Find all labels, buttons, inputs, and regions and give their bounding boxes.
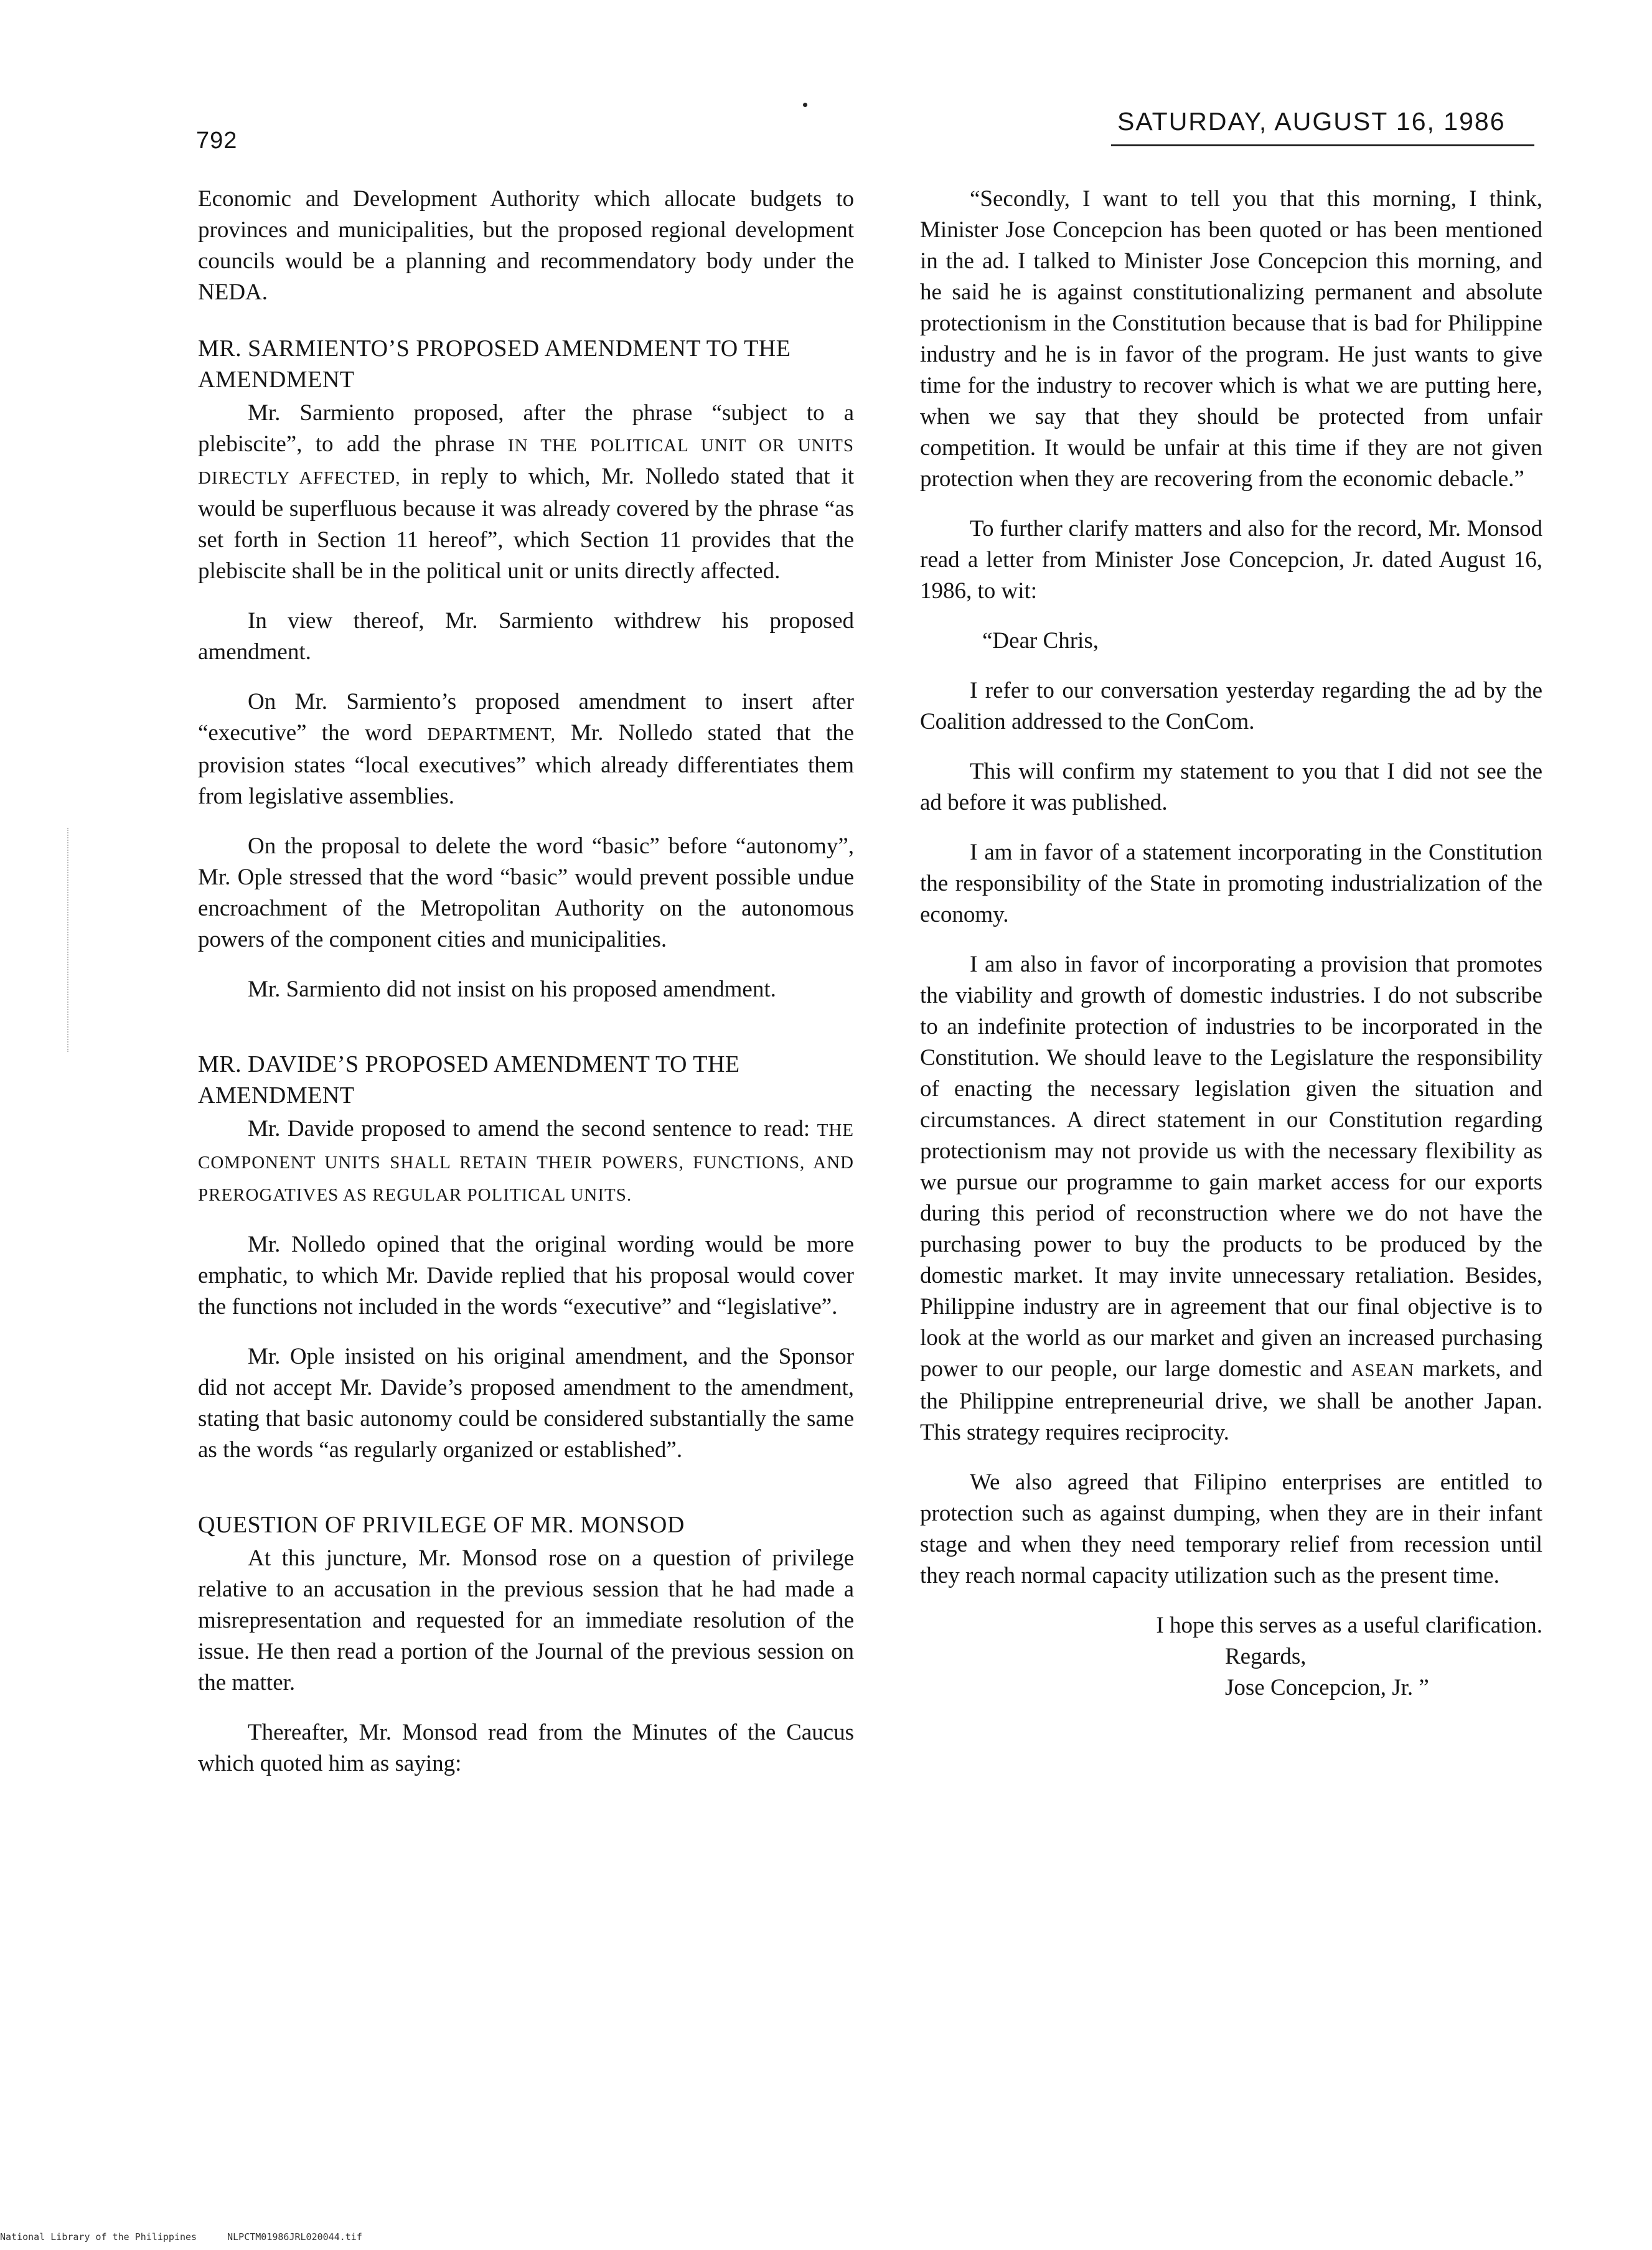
left-column — [198, 184, 854, 1798]
paragraph: In view thereof, Mr. Sarmiento withdrew his proposed amendment. — [198, 608, 854, 665]
letter-regards: Regards, — [1225, 1644, 1307, 1669]
footer-file: NLPCTM01986JRL020044.tif — [227, 2231, 362, 2243]
footer-library: National Library of the Philippines — [0, 2231, 197, 2243]
letter-paragraph: We also agreed that Filipino enterprises are entitled to protection such as against dumping, when they are in their infant stage and when they need temporary relief from recession until they reach normal capacity utilization such as the present time. — [920, 1470, 1542, 1588]
header-rule — [1111, 144, 1534, 146]
paragraph: At this juncture, Mr. Monsod rose on a question of privilege relative to an accusation in the previous session that he had made a misrepresentation and requested for an immediate resolution of the issue. He then read a portion of the Journal of the previous session on the matter. — [198, 1545, 854, 1695]
paragraph: Mr. Davide proposed to amend the second sentence to read: THE COMPONENT UNITS SHALL RETAIN THEIR POWERS, FUNCTIONS, AND PREROGATIVES AS REGULAR POLITICAL UNITS. — [198, 1116, 854, 1205]
letter-closing: I hope this serves as a useful clarification. — [1156, 1613, 1542, 1638]
letter-paragraph: I am in favor of a statement incorporating in the Constitution the responsibility of the State in promoting industrialization of the economy. — [920, 840, 1542, 927]
letter-paragraph: This will confirm my statement to you that I did not see the ad before it was published. — [920, 759, 1542, 815]
paragraph: On Mr. Sarmiento’s proposed amendment to insert after “executive” the word DEPARTMENT, Mr. Nolledo stated that the provision states “local executives” which already differentiates them from legislative assemblies. — [198, 689, 855, 809]
letter-signature: Jose Concepcion, Jr. ” — [1225, 1675, 1429, 1700]
right-column — [920, 184, 1542, 1704]
scan-footer — [0, 2231, 387, 2243]
quoted-minutes: “Secondly, I want to tell you that this morning, I think, Minister Jose Concepcion has been quoted or has been mentioned in the ad. I talked to Minister Jose Concepcion this morning, and he said he is against constitutionalizing permanent and absolute protectionism in the Constitution because that is bad for Philippine industry and he is in favor of the program. He just wants to give time for the industry to recover which is what we are putting here, when we say that they should be protected from unfair competition. It would be unfair at this time if they are not given protection when they are recovering from the economic debacle.” — [920, 186, 1542, 492]
section-heading-sarmiento: MR. SARMIENTO’S PROPOSED AMENDMENT TO THE AMENDMENT — [198, 335, 791, 393]
paragraph: Mr. Sarmiento did not insist on his proposed amendment. — [248, 977, 776, 1002]
page-number: 792 — [196, 128, 238, 154]
paragraph: Mr. Sarmiento proposed, after the phrase “subject to a plebiscite”, to add the phrase IN THE POLITICAL UNIT OR UNITS DIRECTLY AFFECTED, in reply to which, Mr. Nolledo stated that it would be superfluous because it was already covered by the phrase “as set forth in Section 11 hereof”, which Section 11 provides that the plebiscite shall be in the political unit or units directly affected. — [198, 400, 855, 584]
scan-edge-mark — [67, 828, 68, 1052]
section-heading-monsod: QUESTION OF PRIVILEGE OF MR. MONSOD — [198, 1512, 685, 1538]
letter-paragraph: I refer to our conversation yesterday regarding the ad by the Coalition addressed to the ConCom. — [920, 678, 1542, 734]
section-heading-davide: MR. DAVIDE’S PROPOSED AMENDMENT TO THE AMENDMENT — [198, 1051, 740, 1109]
paragraph: On the proposal to delete the word “basic” before “autonomy”, Mr. Ople stressed that the word “basic” would prevent possible undue encroachment of the Metropolitan Authority on the autonomous powers of the component cities and municipalities. — [198, 833, 854, 952]
paragraph: To further clarify matters and also for the record, Mr. Monsod read a letter from Minister Jose Concepcion, Jr. dated August 16, 1986, to wit: — [920, 516, 1542, 604]
paragraph: Economic and Development Authority which allocate budgets to provinces and municipalities, but the proposed regional development councils would be a planning and recommendatory body under the NEDA. — [198, 186, 854, 305]
scan-speck — [803, 103, 807, 107]
paragraph: Thereafter, Mr. Monsod read from the Minutes of the Caucus which quoted him as saying: — [198, 1720, 854, 1776]
paragraph: Mr. Ople insisted on his original amendment, and the Sponsor did not accept Mr. Davide’s proposed amendment to the amendment, stating that basic autonomy could be considered substantially the same as the words “as regularly organized or established”. — [198, 1344, 854, 1463]
page-header-date: SATURDAY, AUGUST 16, 1986 — [1117, 107, 1506, 136]
letter-paragraph: I am also in favor of incorporating a provision that promotes the viability and growth of domestic industries. I do not subscribe to an indefinite protection of industries to be incorporated in the Constitution. We should leave to the Legislature the responsibility of enacting the necessary legislation given the situation and circumstances. A direct statement in our Constitution regarding protectionism may not provide us with the necessary flexibility as we pursue our programme to gain market access for our exports during this period of reconstruction where we do not have the purchasing power to buy the products to be produced by the domestic market. It may invite unnecessary retaliation. Besides, Philippine industry are in agreement that our final objective is to look at the world as our market and given an increased purchasing power to our people, our large domestic and ASEAN markets, and the Philippine entrepreneurial drive, we shall be another Japan. This strategy requires reciprocity. — [920, 952, 1543, 1445]
letter-salutation: “Dear Chris, — [982, 628, 1099, 654]
paragraph: Mr. Nolledo opined that the original wording would be more emphatic, to which Mr. Davide replied that his proposal would cover the functions not included in the words “executive” and “legislative”. — [198, 1232, 854, 1320]
